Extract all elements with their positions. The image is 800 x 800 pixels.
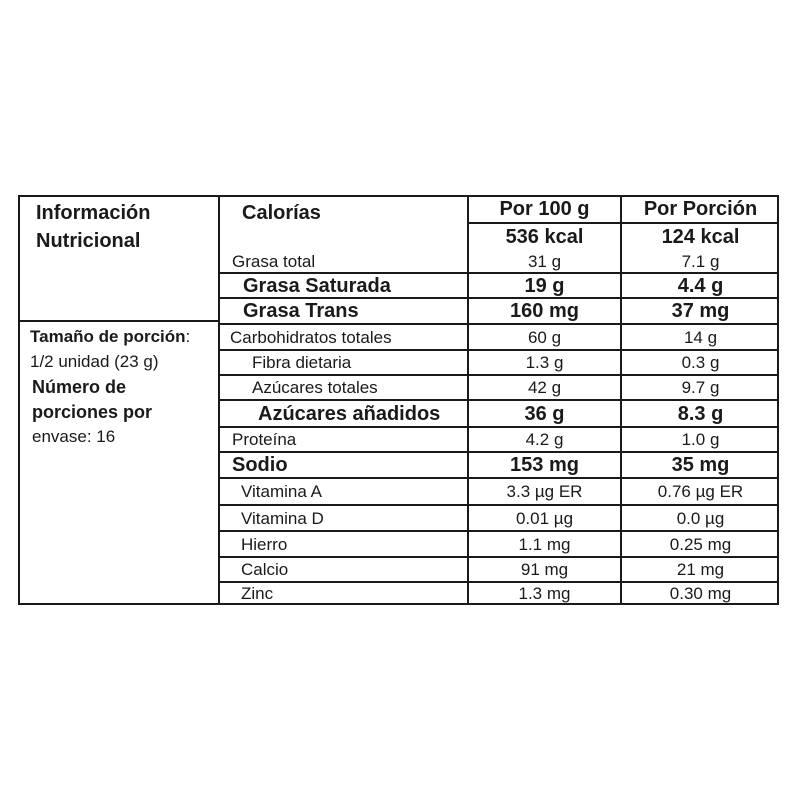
nutrient-label: Fibra dietaria [252, 353, 352, 372]
nutrient-value-per-portion: 0.3 g [681, 353, 720, 372]
nutrient-value-per-portion: 14 g [683, 328, 718, 347]
nutrient-value-per-portion: 21 mg [676, 560, 725, 579]
servings-per-container-line1: Número de [32, 377, 127, 397]
nutrient-label: Azúcares totales [252, 378, 378, 397]
serving-size-value: 1/2 unidad (23 g) [30, 352, 159, 371]
nutrient-label: Grasa total [232, 252, 316, 271]
row-divider [219, 349, 779, 351]
row-divider [219, 272, 779, 274]
nutrient-label: Carbohidratos totales [230, 328, 392, 347]
nutrient-label: Hierro [241, 535, 288, 554]
nutrient-value-per-portion: 1.0 g [681, 430, 720, 449]
row-divider [219, 323, 779, 325]
nutrient-value-per-portion: 9.7 g [681, 378, 720, 397]
nutrient-label: Grasa Trans [243, 300, 359, 322]
nutrient-label: Grasa Saturada [243, 275, 391, 297]
panel-title-line2: Nutricional [36, 230, 141, 252]
servings-per-container-line2: porciones por [32, 402, 153, 422]
serving-size-heading [30, 328, 190, 345]
nutrient-value-per-100g: 31 g [527, 252, 562, 271]
servings-per-container-value: envase: 16 [32, 427, 116, 446]
calories-per-100g: 536 kcal [505, 226, 584, 248]
nutrient-value-per-portion: 0.76 µg ER [657, 482, 744, 501]
nutrient-value-per-100g: 0.01 µg [515, 509, 574, 528]
nutrient-label: Vitamina D [241, 509, 324, 528]
nutrient-value-per-100g: 153 mg [510, 454, 579, 476]
nutrient-value-per-100g: 4.2 g [525, 430, 564, 449]
nutrient-value-per-portion: 7.1 g [681, 252, 720, 271]
row-divider [219, 581, 779, 583]
divider-header-kcal [467, 222, 779, 224]
row-divider [219, 477, 779, 479]
row-divider [219, 504, 779, 506]
nutrient-value-per-portion: 0.0 µg [676, 509, 725, 528]
row-divider [219, 374, 779, 376]
row-divider [219, 556, 779, 558]
nutrient-value-per-100g: 1.1 mg [518, 535, 571, 554]
row-divider [219, 399, 779, 401]
divider-serving-section [18, 320, 219, 322]
nutrient-value-per-100g: 3.3 µg ER [506, 482, 583, 501]
nutrient-value-per-portion: 8.3 g [677, 403, 724, 425]
nutrient-label: Zinc [241, 584, 274, 603]
nutrient-value-per-100g: 1.3 g [525, 353, 564, 372]
serving-size-colon: : [185, 327, 191, 346]
row-divider [219, 530, 779, 532]
nutrient-value-per-100g: 42 g [527, 378, 562, 397]
nutrient-value-per-100g: 160 mg [510, 300, 579, 322]
nutrient-value-per-100g: 1.3 mg [518, 584, 571, 603]
nutrient-value-per-100g: 91 mg [520, 560, 569, 579]
row-divider [219, 451, 779, 453]
row-divider [219, 426, 779, 428]
nutrient-label: Proteína [232, 430, 297, 449]
nutrient-value-per-100g: 36 g [524, 403, 565, 425]
nutrient-value-per-100g: 19 g [524, 275, 565, 297]
nutrient-value-per-portion: 0.30 mg [669, 584, 732, 603]
nutrient-value-per-portion: 0.25 mg [669, 535, 732, 554]
row-divider [219, 297, 779, 299]
nutrient-label: Calcio [241, 560, 289, 579]
serving-size-label: Tamaño de porción [30, 327, 186, 346]
calories-label: Calorías [242, 202, 321, 224]
nutrient-value-per-100g: 60 g [527, 328, 562, 347]
nutrient-value-per-portion: 4.4 g [677, 275, 724, 297]
nutrient-label: Azúcares añadidos [258, 403, 441, 425]
panel-title-line1: Información [36, 202, 151, 224]
column-header-per-portion: Por Porción [643, 198, 758, 220]
calories-per-portion: 124 kcal [661, 226, 740, 248]
nutrient-label: Sodio [232, 454, 288, 476]
nutrient-label: Vitamina A [241, 482, 322, 501]
nutrient-value-per-portion: 35 mg [671, 454, 730, 476]
nutrient-value-per-portion: 37 mg [671, 300, 730, 322]
column-header-per-100g: Por 100 g [499, 198, 590, 220]
